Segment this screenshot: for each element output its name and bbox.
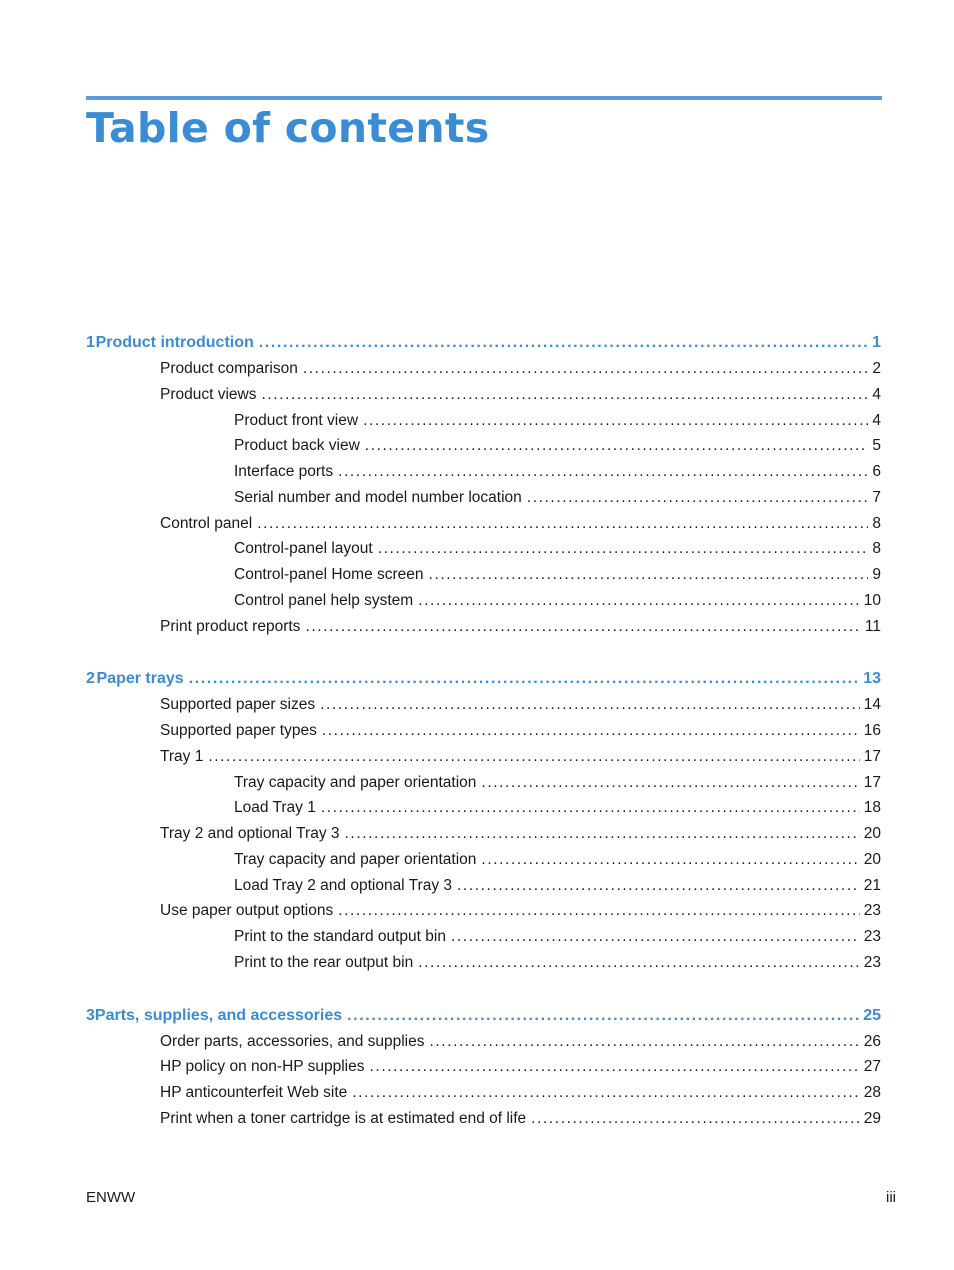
toc-entry-page: 17 [863, 773, 881, 791]
chapter-title: Product introduction [95, 334, 254, 351]
dot-leader [321, 795, 860, 821]
page-title: Table of contents [86, 104, 490, 152]
chapter-page-number: 13 [863, 670, 881, 688]
toc-entry-link[interactable] [86, 1054, 881, 1080]
toc-entry-link[interactable] [86, 408, 881, 434]
dot-leader [531, 1106, 860, 1132]
toc-entry-page: 18 [863, 799, 881, 817]
toc-entry-link[interactable] [86, 562, 881, 588]
dot-leader [305, 614, 860, 640]
dot-leader [363, 408, 868, 434]
toc-entry-page: 16 [863, 722, 881, 739]
toc-chapter [86, 1003, 881, 1132]
toc-entry-page: 23 [863, 953, 881, 971]
title-rule [86, 96, 882, 100]
toc-entry-label: Control-panel layout [234, 540, 373, 558]
toc-entry-link[interactable] [86, 1080, 881, 1106]
toc-list [86, 330, 881, 1132]
toc-chapter-link[interactable] [86, 330, 881, 356]
dot-leader [303, 356, 869, 382]
toc-entry-link[interactable] [86, 536, 881, 562]
dot-leader [345, 821, 860, 847]
toc-entry-link[interactable] [86, 356, 881, 382]
toc-entry-link[interactable] [86, 511, 881, 537]
toc-entry-page: 8 [872, 540, 881, 558]
dot-leader [365, 433, 869, 459]
toc-entry-page: 4 [872, 411, 881, 429]
toc-entry-link[interactable] [86, 718, 881, 744]
toc-chapter-link[interactable] [86, 1003, 881, 1029]
toc-entry-link[interactable] [86, 1106, 881, 1132]
toc-entry-label: Print to the rear output bin [234, 953, 414, 971]
toc-entry-page: 20 [863, 850, 881, 868]
dot-leader [451, 924, 860, 950]
toc-entry-label: Product back view [234, 437, 360, 455]
toc-chapter [86, 666, 881, 975]
toc-entry-link[interactable] [86, 614, 881, 640]
toc-entry-label: Serial number and model number location [234, 488, 522, 506]
toc-entry-link[interactable] [86, 485, 881, 511]
toc-entry-page: 23 [863, 902, 881, 920]
dot-leader [457, 873, 860, 899]
toc-entry-page: 28 [863, 1084, 881, 1101]
dot-leader [208, 744, 859, 770]
toc-entry-label: Supported paper sizes [160, 696, 316, 714]
dot-leader [338, 459, 868, 485]
dot-leader [261, 382, 868, 408]
toc-entry-link[interactable] [86, 692, 881, 718]
page-number: iii [886, 1189, 896, 1206]
toc-entry-label: Print when a toner cartridge is at estimated end of life [160, 1109, 527, 1127]
toc-entry-link[interactable] [86, 795, 881, 821]
toc-entry-label: Product comparison [160, 360, 298, 377]
dot-leader [352, 1080, 860, 1106]
toc-entry-label: Print to the standard output bin [234, 928, 446, 945]
toc-entry-label: Product front view [234, 411, 359, 429]
toc-entry-page: 11 [864, 617, 881, 635]
toc-entry-label: HP anticounterfeit Web site [160, 1084, 348, 1101]
toc-entry-label: Interface ports [234, 463, 334, 480]
toc-entry-label: Order parts, accessories, and supplies [160, 1032, 425, 1050]
toc-entry-label: Tray 1 [160, 747, 204, 765]
toc-entry-page: 27 [863, 1058, 881, 1076]
toc-entry-link[interactable] [86, 898, 881, 924]
toc-entry-link[interactable] [86, 821, 881, 847]
toc-entry-link[interactable] [86, 588, 881, 614]
chapter-number: 1 [86, 334, 95, 351]
toc-entry-page: 6 [872, 463, 881, 480]
dot-leader [429, 562, 869, 588]
footer-left: ENWW [86, 1189, 136, 1206]
dot-leader [418, 588, 860, 614]
toc-entry-label: Product views [160, 385, 257, 403]
toc-entry-label: Control panel [160, 514, 253, 532]
toc-entry-page: 29 [863, 1109, 881, 1127]
toc-entry-label: Tray capacity and paper orientation [234, 850, 477, 868]
toc-entry-label: Supported paper types [160, 722, 317, 739]
dot-leader [338, 898, 860, 924]
dot-leader [189, 666, 860, 692]
chapter-number: 2 [86, 670, 95, 688]
toc-entry-label: Control-panel Home screen [234, 566, 424, 583]
toc-entry-page: 2 [872, 360, 881, 377]
toc-entry-label: Tray 2 and optional Tray 3 [160, 825, 340, 842]
toc-entry-page: 4 [872, 385, 881, 403]
toc-entry-page: 9 [872, 566, 881, 583]
dot-leader [259, 330, 868, 356]
toc-entry-link[interactable] [86, 847, 881, 873]
dot-leader [378, 536, 869, 562]
toc-entry-link[interactable] [86, 924, 881, 950]
dot-leader [481, 847, 859, 873]
toc-entry-page: 26 [863, 1032, 881, 1050]
toc-entry-label: Control panel help system [234, 591, 414, 609]
toc-entry-link[interactable] [86, 382, 881, 408]
toc-entry-link[interactable] [86, 744, 881, 770]
toc-entry-page: 10 [863, 591, 881, 609]
toc-entry-label: HP policy on non-HP supplies [160, 1058, 365, 1076]
toc-entry-page: 5 [872, 437, 881, 455]
toc-chapter [86, 330, 881, 639]
chapter-page-number: 25 [863, 1006, 881, 1024]
dot-leader [257, 511, 868, 537]
chapter-page-number: 1 [872, 334, 881, 351]
toc-entry-link[interactable] [86, 770, 881, 796]
toc-entry-page: 17 [863, 747, 881, 765]
dot-leader [481, 770, 859, 796]
chapter-title: Parts, supplies, and accessories [94, 1006, 343, 1024]
dot-leader [418, 950, 860, 976]
toc-entry-link[interactable] [86, 433, 881, 459]
dot-leader [370, 1054, 860, 1080]
toc-entry-link[interactable] [86, 459, 881, 485]
toc-entry-link[interactable] [86, 950, 881, 976]
toc-entry-link[interactable] [86, 1029, 881, 1055]
toc-entry-page: 8 [872, 514, 881, 532]
chapter-number: 3 [86, 1006, 95, 1024]
toc-entry-page: 7 [872, 488, 881, 506]
toc-chapter-link[interactable] [86, 666, 881, 692]
toc-entry-page: 23 [863, 928, 881, 945]
dot-leader [320, 692, 860, 718]
dot-leader [347, 1003, 859, 1029]
toc-entry-label: Use paper output options [160, 902, 334, 920]
toc-entry-label: Print product reports [160, 617, 301, 635]
dot-leader [429, 1029, 859, 1055]
dot-leader [527, 485, 869, 511]
toc-entry-label: Load Tray 2 and optional Tray 3 [234, 876, 453, 894]
toc-entry-label: Tray capacity and paper orientation [234, 773, 477, 791]
toc-entry-page: 20 [863, 825, 881, 842]
toc-entry-page: 14 [863, 696, 881, 714]
dot-leader [322, 718, 860, 744]
toc-entry-page: 21 [863, 876, 881, 894]
toc-entry-link[interactable] [86, 873, 881, 899]
chapter-title: Paper trays [96, 670, 184, 688]
toc-entry-label: Load Tray 1 [234, 799, 316, 817]
